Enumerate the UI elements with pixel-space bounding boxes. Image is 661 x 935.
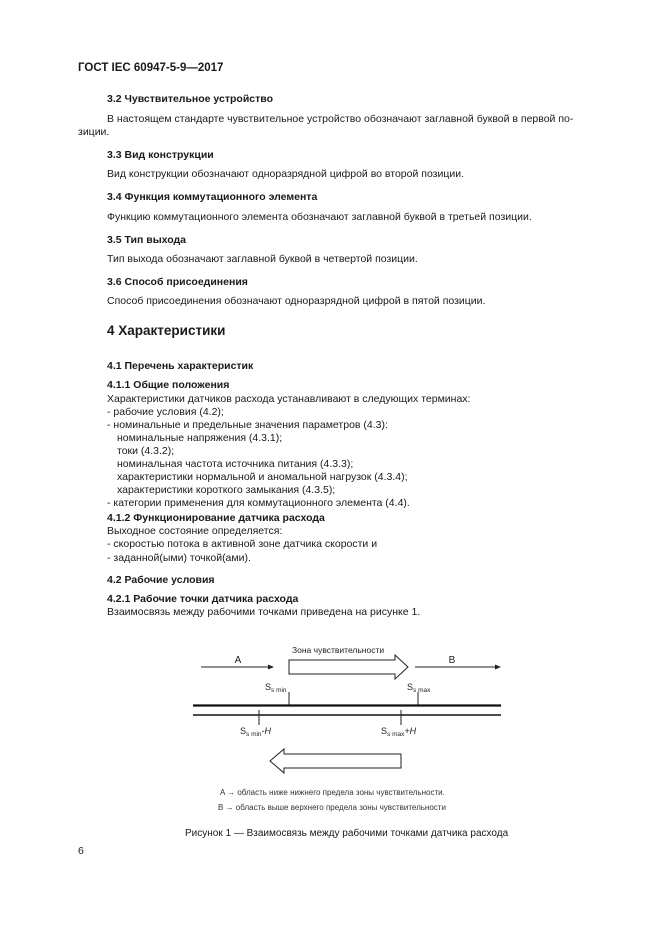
legend-b: B → область выше верхнего предела зоны чувствительности <box>218 803 446 812</box>
section-3-2-text-line1: В настоящем стандарте чувствительное устройство обозначают заглавной буквой в первой по- <box>107 113 574 125</box>
list-item: номинальные напряжения (4.3.1); <box>117 432 283 444</box>
list-item: характеристики нормальной и аномальной нагрузок (4.3.4); <box>117 471 408 483</box>
section-4-2-1-text: Взаимосвязь между рабочими точками приведена на рисунке 1. <box>107 606 421 618</box>
smin-label: $S_{s min}$ <box>265 682 287 694</box>
section-3-2-text-line2: зиции. <box>78 126 110 138</box>
section-3-4-title: 3.4 Функция коммутационного элемента <box>107 191 318 203</box>
section-4-1-2-intro: Выходное состояние определяется: <box>107 525 283 537</box>
section-3-4-text: Функцию коммутационного элемента обозначают заглавной буквой в третьей позиции. <box>107 211 532 223</box>
section-3-6-title: 3.6 Способ присоединения <box>107 276 248 288</box>
hysteresis-arrow <box>270 749 401 773</box>
sensitivity-zone-arrow <box>289 655 408 679</box>
list-item: номинальная частота источника питания (4.3.3); <box>117 458 354 470</box>
smin-h-label: $S_{s min}-H$ <box>240 726 272 738</box>
section-3-5-title: 3.5 Тип выхода <box>107 234 187 246</box>
section-4-2-title: 4.2 Рабочие условия <box>107 574 215 586</box>
smax-label: $S_{s max}$ <box>407 682 431 694</box>
section-4-1-1-title: 4.1.1 Общие положения <box>107 379 230 391</box>
section-3-3-title: 3.3 Вид конструкции <box>107 149 214 161</box>
section-4-1-title: 4.1 Перечень характеристик <box>107 360 254 372</box>
sensitivity-zone-label: Зона чувствительности <box>292 645 385 655</box>
smax-h-label: $S_{s max}+H$ <box>381 726 417 738</box>
legend-a: A → область ниже нижнего предела зоны чувствительности. <box>220 788 445 797</box>
document-header: ГОСТ IEC 60947-5-9—2017 <box>78 62 224 74</box>
list-item: характеристики короткого замыкания (4.3.5); <box>117 484 336 496</box>
section-4-title: 4 Характеристики <box>107 323 226 338</box>
label-a: A <box>234 655 242 666</box>
list-item: токи (4.3.2); <box>117 445 175 457</box>
list-item: - номинальные и предельные значения параметров (4.3): <box>107 419 388 431</box>
section-4-1-1-intro: Характеристики датчиков расхода устанавливают в следующих терминах: <box>107 393 471 405</box>
list-item: - рабочие условия (4.2); <box>107 406 224 418</box>
section-4-2-1-title: 4.2.1 Рабочие точки датчика расхода <box>107 593 299 605</box>
list-item: - скоростью потока в активной зоне датчика скорости и <box>107 538 378 550</box>
section-3-6-text: Способ присоединения обозначают одноразрядной цифрой в пятой позиции. <box>107 295 486 307</box>
list-item: - заданной(ыми) точкой(ами). <box>107 552 251 564</box>
section-4-1-2-title: 4.1.2 Функционирование датчика расхода <box>107 512 325 524</box>
figure-caption: Рисунок 1 — Взаимосвязь между рабочими точками датчика расхода <box>185 828 509 839</box>
section-3-2-title: 3.2 Чувствительное устройство <box>107 93 273 105</box>
section-3-3-text: Вид конструкции обозначают одноразрядной цифрой во второй позиции. <box>107 168 465 180</box>
list-item: - категории применения для коммутационного элемента (4.4). <box>107 497 410 509</box>
label-b: B <box>448 655 456 666</box>
section-3-5-text: Тип выхода обозначают заглавной буквой в четвертой позиции. <box>107 253 418 265</box>
arrow-a-head <box>268 665 274 670</box>
page-number: 6 <box>78 845 84 857</box>
arrow-b-head <box>495 665 501 670</box>
